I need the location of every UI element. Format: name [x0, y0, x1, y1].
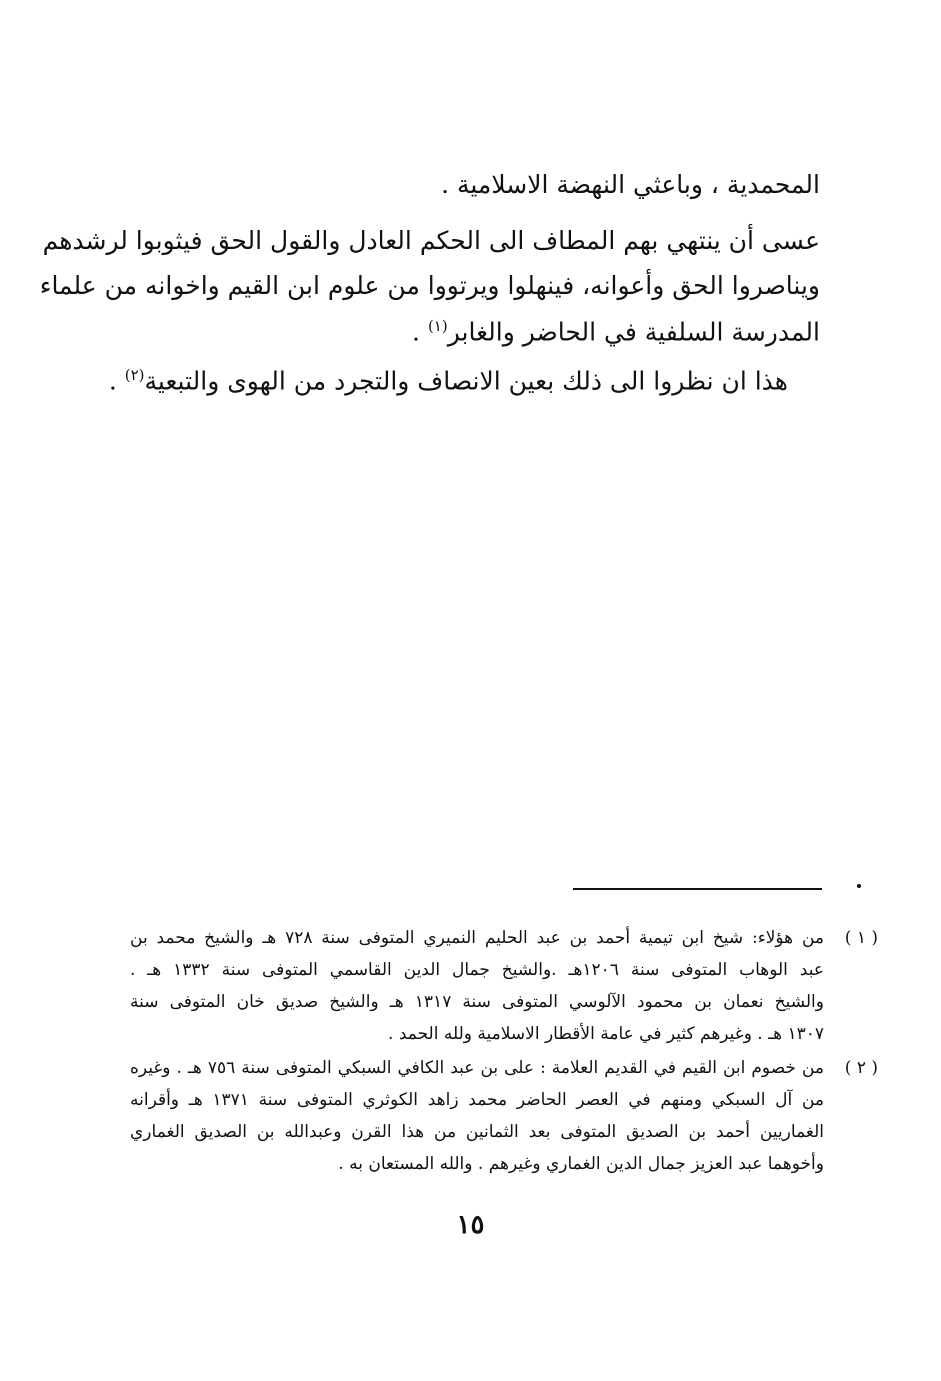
- separator-dot: [857, 884, 861, 888]
- text-line-4: [412, 317, 820, 346]
- page-number: ١٥: [456, 1210, 485, 1240]
- text-line-5: [109, 366, 788, 395]
- footnote-number: ( ٢ ): [844, 1058, 878, 1078]
- footnote-line: من خصوم ابن القيم في القديم العلامة : على بن عبد الكافي السبكي المتوفى سنة ٧٥٦ هـ . وغيره: [130, 1058, 824, 1078]
- text-line-2-content: عسى أن ينتهي بهم المطاف الى الحكم العادل والقول الحق فيثوبوا لرشدهم: [42, 226, 820, 255]
- footnote-line: الغماريين أحمد بن الصديق المتوفى بعد الثمانين من هذا القرن وعبدالله بن الصديق الغماري: [130, 1122, 824, 1142]
- text-line-3: [39, 271, 820, 300]
- text-line-2: [42, 226, 820, 255]
- text-line-3-content: ويناصروا الحق وأعوانه، فينهلوا ويرتووا من علوم ابن القيم واخوانه من علماء: [39, 271, 820, 300]
- text-line-1: [441, 170, 820, 199]
- footnote-line: وأخوهما عبد العزيز جمال الدين الغماري وغيرهم . والله المستعان به .: [338, 1154, 824, 1174]
- text-line-4-end: .: [412, 317, 428, 347]
- text-line-1-content: المحمدية ، وباعثي النهضة الاسلامية .: [441, 170, 820, 199]
- footnote-number: ( ١ ): [844, 928, 878, 948]
- footnote-2: [130, 1058, 878, 1174]
- footnote-line: من هؤلاء: شيخ ابن تيمية أحمد بن عبد الحليم النميري المتوفى سنة ٧٢٨ هـ والشيخ محمد بن: [130, 928, 824, 948]
- footnote-1: [130, 928, 878, 1044]
- footnote-line: عبد الوهاب المتوفى سنة ١٢٠٦هـ .والشيخ جمال الدين القاسمي المتوفى سنة ١٣٣٢ هـ .: [130, 960, 824, 980]
- footnote-ref-1[interactable]: (١): [427, 317, 448, 335]
- text-line-5-end: .: [108, 366, 125, 396]
- text-line-5-content: هذا ان نظروا الى ذلك بعين الانصاف والتجرد من الهوى والتبعية: [144, 366, 788, 396]
- footnote-line: من آل السبكي ومنهم في العصر الحاضر محمد زاهد الكوثري المتوفى سنة ١٣٧١ هـ وأقرانه: [130, 1090, 825, 1110]
- text-line-4-content: المدرسة السلفية في الحاضر والغابر: [447, 317, 820, 347]
- footnote-line: ١٣٠٧ هـ . وغيرهم كثير في عامة الأقطار الاسلامية ولله الحمد .: [388, 1024, 824, 1044]
- footnote-ref-2[interactable]: (٢): [124, 366, 145, 384]
- footnote-separator: [573, 888, 822, 890]
- footnote-line: والشيخ نعمان بن محمود الآلوسي المتوفى سنة ١٣١٧ هـ والشيخ صديق خان المتوفى سنة: [130, 992, 824, 1012]
